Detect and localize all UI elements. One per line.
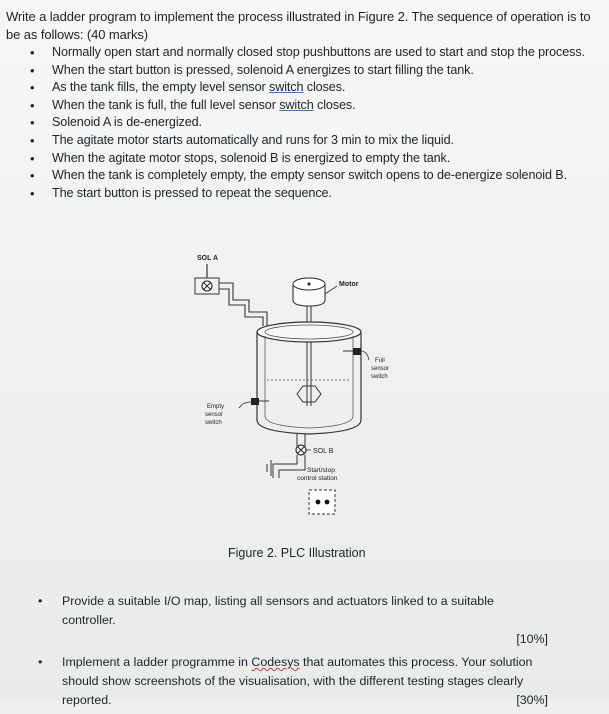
- requirement-link[interactable]: switch: [269, 80, 304, 95]
- agitator-motor: [293, 278, 337, 306]
- requirement-item: [28, 167, 588, 185]
- requirement-text: When the agitate motor stops, solenoid B is energized to empty the tank.: [52, 150, 451, 165]
- requirement-item: [28, 114, 588, 132]
- empty-sensor-label: switch: [205, 420, 222, 426]
- sol-a-label: SOL A: [197, 255, 219, 262]
- requirement-item: [28, 79, 588, 97]
- solenoid-b-valve: [296, 445, 311, 455]
- tasks-list: [28, 592, 548, 714]
- task-item: [28, 592, 548, 649]
- requirement-item: [28, 185, 588, 203]
- stop-button[interactable]: [325, 500, 330, 505]
- task-text: Implement a ladder programme in: [62, 655, 252, 669]
- requirement-text: The agitate motor starts automatically and runs for 3 min to mix the liquid.: [52, 132, 454, 147]
- requirement-text: When the start button is pressed, solenoid A energizes to start filling the tank.: [52, 62, 474, 77]
- requirement-text: closes.: [303, 80, 346, 95]
- requirement-item: [28, 132, 588, 150]
- requirement-text: As the tank fills, the empty level sensor: [52, 80, 269, 95]
- codesys-term: Codesys: [251, 655, 300, 669]
- plc-figure: [185, 250, 415, 540]
- requirement-text: When the tank is completely empty, the empty sensor switch opens to de-energize solenoid B.: [52, 168, 567, 183]
- empty-sensor-label: sensor: [205, 412, 224, 418]
- full-sensor-label: sensor: [371, 366, 390, 372]
- requirement-link[interactable]: switch: [279, 97, 314, 112]
- station-label: Start/stop: [307, 467, 335, 474]
- requirement-text: Solenoid A is de-energized.: [52, 115, 202, 130]
- task-text: Provide a suitable I/O map, listing all sensors and actuators linked to a suitable controller.: [62, 594, 494, 627]
- empty-sensor-switch: [239, 398, 269, 408]
- empty-sensor-label: Empty: [207, 404, 225, 410]
- task-text: that automates this process. Your solution should show screenshots of the visualisation, with the different testing stages clearly reported.: [62, 655, 533, 707]
- requirement-item: [28, 150, 588, 168]
- requirement-text: closes.: [313, 97, 356, 112]
- task-item: [28, 653, 548, 710]
- full-sensor-switch: [343, 348, 369, 360]
- requirement-text: Normally open start and normally closed stop pushbuttons are used to start and stop the process.: [52, 45, 585, 59]
- start-stop-station: [309, 490, 335, 514]
- requirement-item: [28, 44, 588, 62]
- tank-body: [257, 332, 361, 434]
- tank-diagram: [185, 250, 415, 540]
- full-sensor-label: switch: [371, 374, 388, 380]
- task-marks: [30%]: [516, 693, 548, 707]
- requirement-text: When the tank is full, the full level sensor: [52, 97, 280, 112]
- requirement-item: [28, 62, 588, 80]
- motor-label: Motor: [339, 281, 359, 288]
- sol-b-label: SOL B: [313, 448, 334, 455]
- full-sensor-label: Full: [375, 358, 385, 364]
- station-label: control station: [297, 475, 338, 482]
- task-marks: [10%]: [516, 632, 548, 646]
- outlet-pipe: [297, 434, 305, 446]
- figure-caption: Figure 2. PLC Illustration: [228, 546, 366, 560]
- requirement-item: [28, 97, 588, 115]
- start-button[interactable]: [316, 500, 321, 505]
- requirement-text: The start button is pressed to repeat the sequence.: [52, 185, 332, 200]
- solenoid-a-valve: [195, 278, 219, 294]
- requirements-list: [28, 44, 588, 202]
- agitator-shaft: [307, 306, 311, 406]
- agitator-blade: [297, 386, 321, 402]
- question-intro: Write a ladder program to implement the process illustrated in Figure 2. The sequence of operation is to be as follows: (40 marks): [6, 9, 591, 42]
